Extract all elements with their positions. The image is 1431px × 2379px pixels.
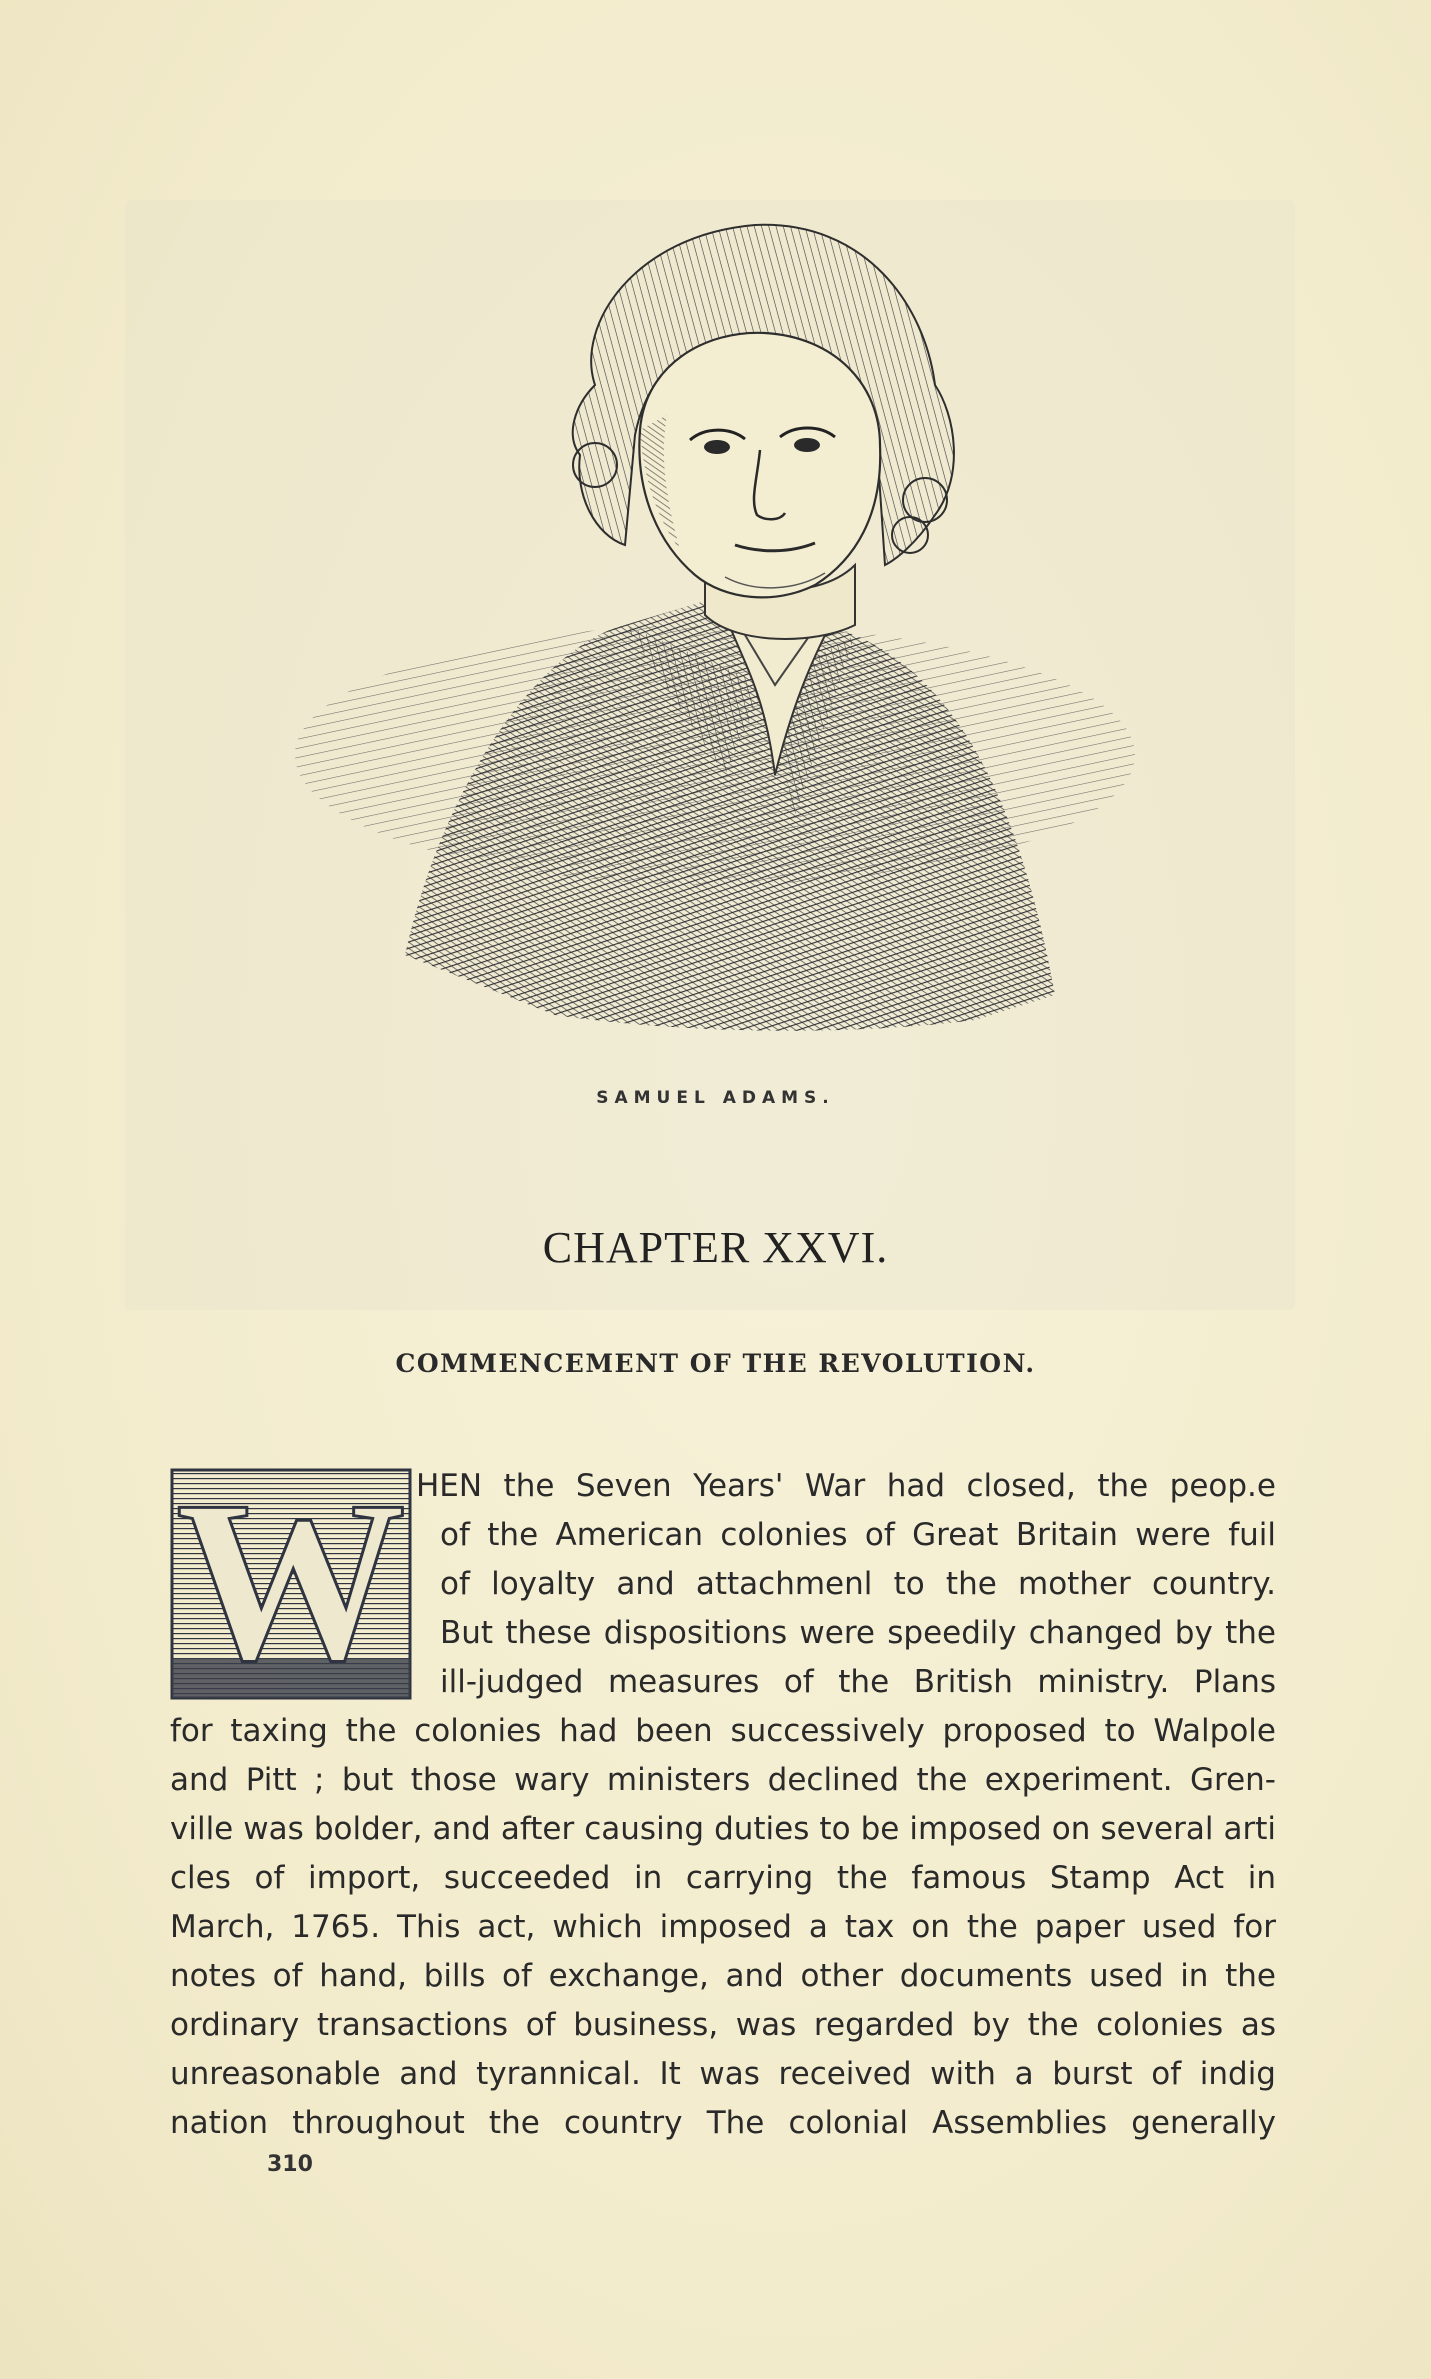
chapter-title: COMMENCEMENT OF THE REVOLUTION. bbox=[395, 1349, 1036, 1378]
body-line-11: notes of hand, bills of exchange, and other documents used in the bbox=[170, 1958, 1276, 1994]
body-line-14: nation throughout the country The colonial Assemblies generally bbox=[170, 2105, 1276, 2141]
drop-cap-w bbox=[170, 1468, 412, 1700]
samuel-adams-portrait bbox=[295, 215, 1155, 1035]
body-line-10: March, 1765. This act, which imposed a tax on the paper used for bbox=[170, 1909, 1276, 1945]
body-line-7: and Pitt ; but those wary ministers declined the experiment. Gren- bbox=[170, 1762, 1276, 1798]
page-number: 310 bbox=[267, 2152, 313, 2177]
body-line-6: for taxing the colonies had been successively proposed to Walpole bbox=[170, 1713, 1276, 1749]
body-line-9: cles of import, succeeded in carrying the famous Stamp Act in bbox=[170, 1860, 1276, 1896]
portrait-caption: SAMUEL ADAMS. bbox=[596, 1088, 835, 1108]
drop-cap-letter: W bbox=[176, 1468, 406, 1700]
body-line-12: ordinary transactions of business, was regarded by the colonies as bbox=[170, 2007, 1276, 2043]
chapter-heading: CHAPTER XXVI. bbox=[542, 1223, 889, 1272]
body-line-13: unreasonable and tyrannical. It was received with a burst of indig bbox=[170, 2056, 1276, 2092]
body-line-8: ville was bolder, and after causing duties to be imposed on several arti bbox=[170, 1811, 1276, 1847]
body-line-5: ill-judged measures of the British ministry. Plans bbox=[440, 1664, 1276, 1700]
body-line-4: But these dispositions were speedily changed by the bbox=[440, 1615, 1276, 1651]
body-line-3: of loyalty and attachmenl to the mother country. bbox=[440, 1566, 1276, 1602]
body-line-2: of the American colonies of Great Britain were fuil bbox=[440, 1517, 1276, 1553]
body-line-1: HEN the Seven Years' War had closed, the peop.e bbox=[416, 1468, 1276, 1504]
